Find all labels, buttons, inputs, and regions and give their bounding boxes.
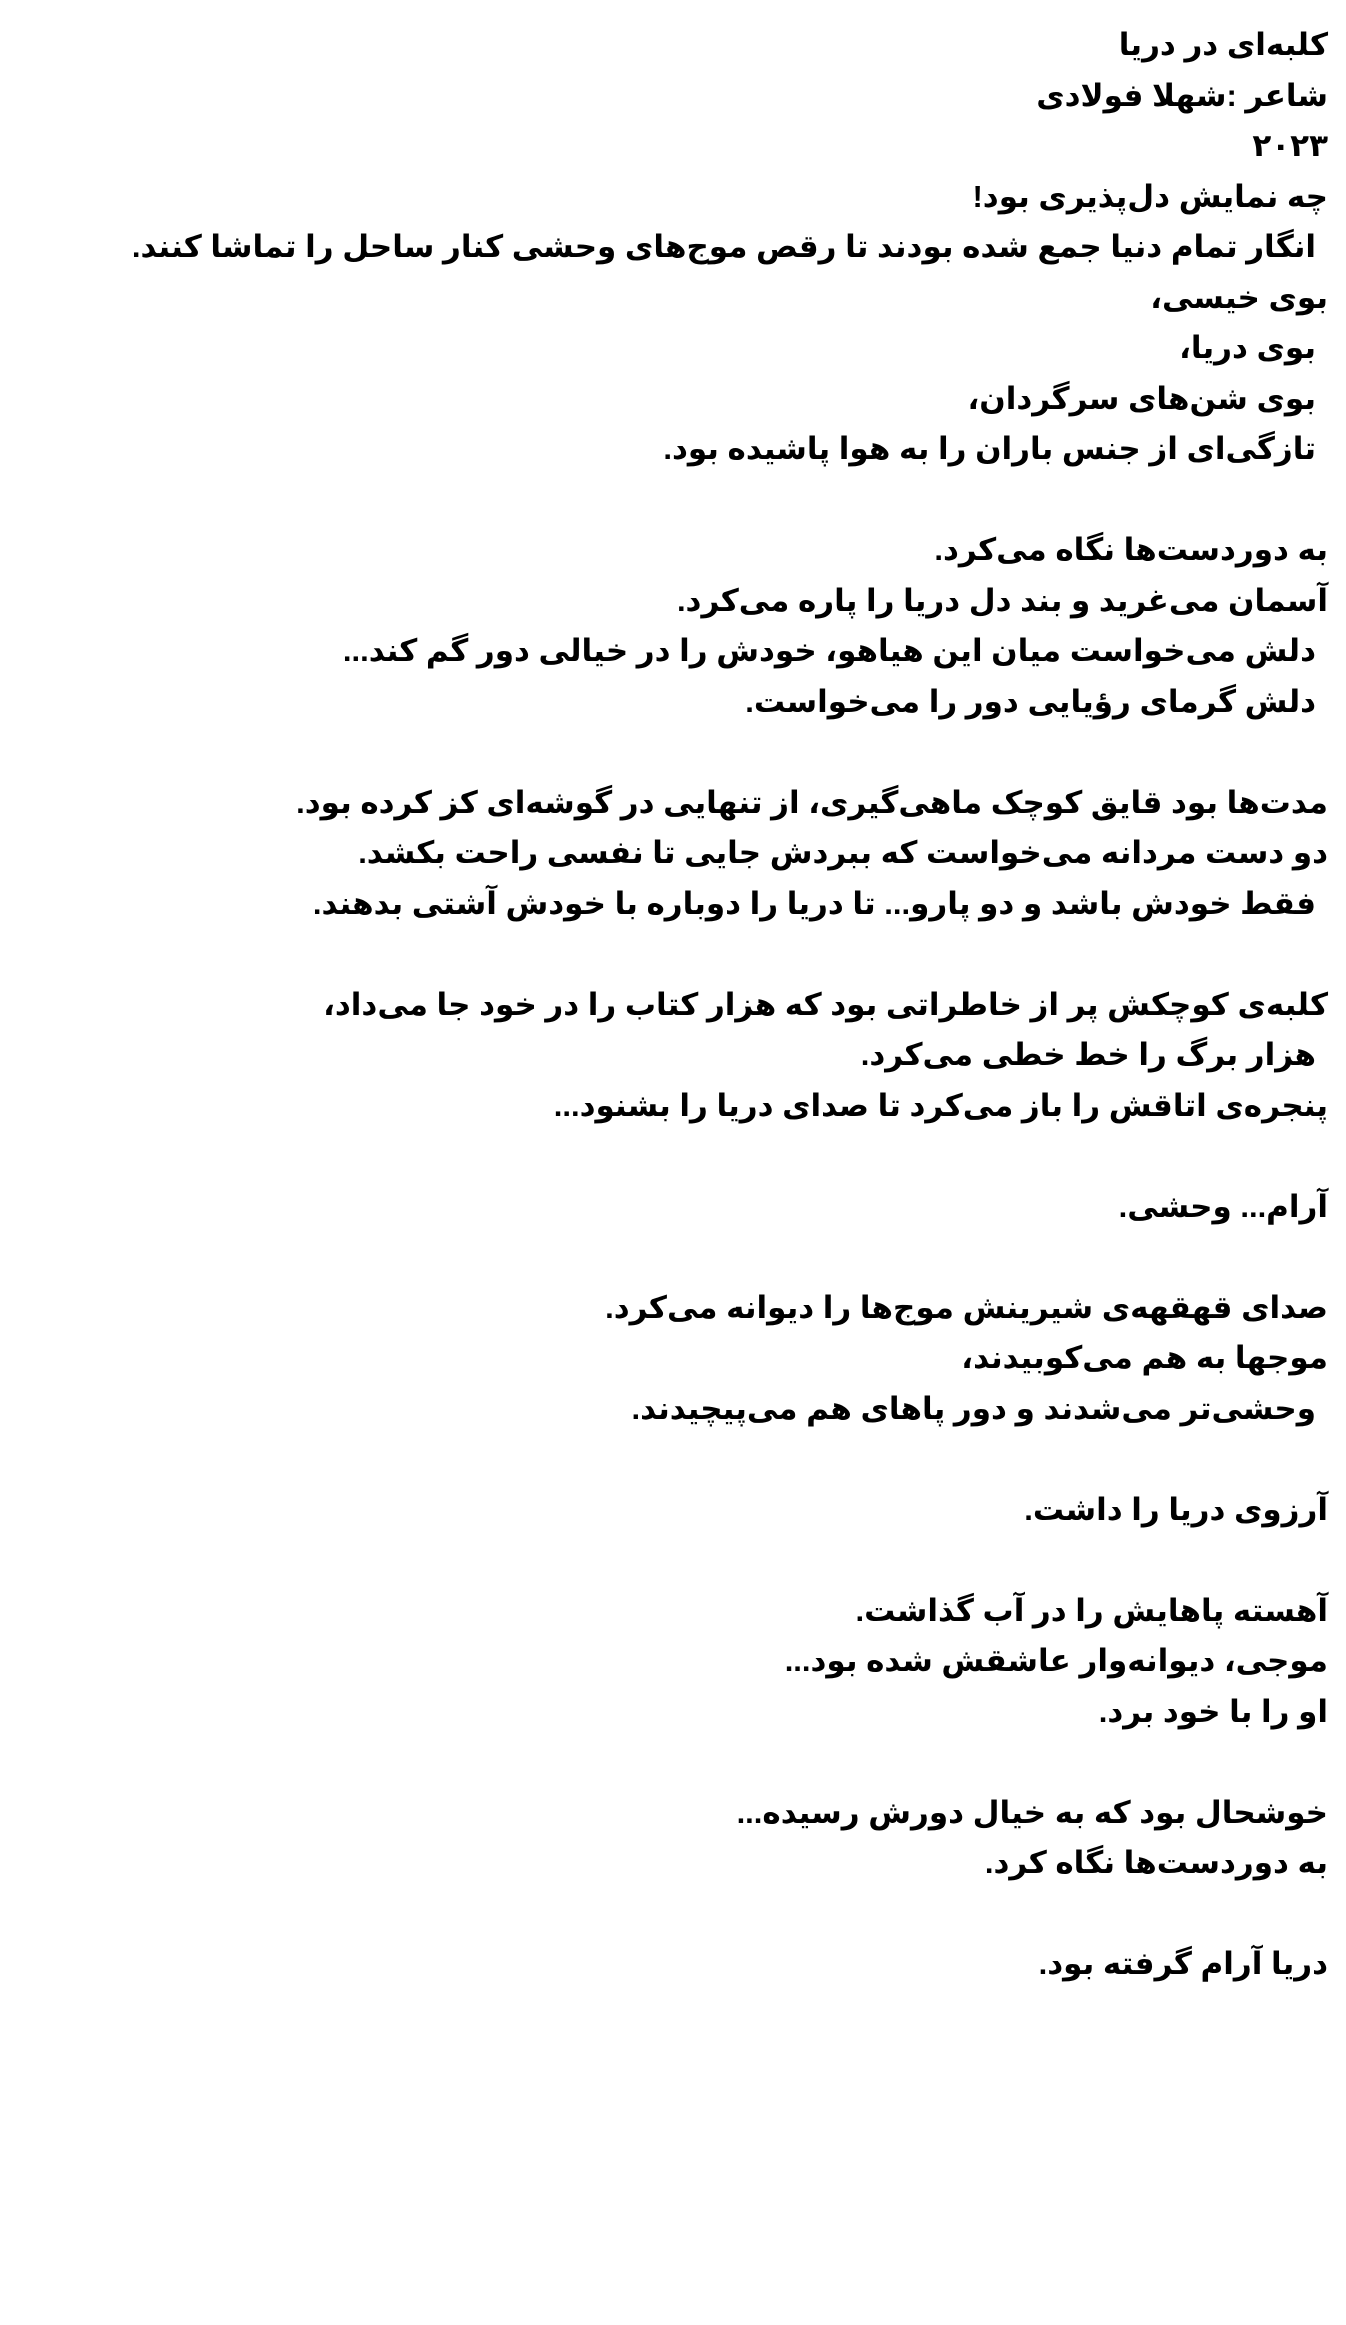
poem-line: دلش گرمای رؤیایی دور را می‌خواست.: [745, 683, 1316, 719]
poet-name: شاعر :شهلا فولادی: [1036, 77, 1328, 113]
poem-line: صدای قهقهه‌ی شیرینش موج‌ها را دیوانه می‌کرد.: [605, 1289, 1328, 1325]
poem-line: فقط خودش باشد و دو پارو... تا دریا را دوباره با خودش آشتی بدهند.: [312, 885, 1316, 921]
stanza-break: [0, 1889, 1328, 1940]
poem-line: به دوردست‌ها نگاه می‌کرد.: [934, 532, 1328, 567]
stanza-break: [0, 727, 1328, 778]
poem-line: خوشحال بود که به خیال دورش رسیده...: [736, 1794, 1328, 1830]
poem-line: کلبه‌ی کوچکش پر از خاطراتی بود که هزار کتاب را در خود جا می‌داد،: [323, 986, 1328, 1022]
poem-line: وحشی‌تر می‌شدند و دور پاهای هم می‌پیچیدند.: [631, 1390, 1316, 1426]
poem-line: موجی، دیوانه‌وار عاشقش شده بود...: [784, 1643, 1328, 1678]
poem-line: بوی خیسی،: [1150, 279, 1328, 315]
stanza-break: [0, 475, 1328, 526]
poem-line: هزار برگ را خط خطی می‌کرد.: [860, 1037, 1316, 1072]
poem-line: آرام... وحشی.: [1118, 1188, 1328, 1224]
poem-line: انگار تمام دنیا جمع شده بودند تا رقص موج‌های وحشی کنار ساحل را تماشا کنند.: [131, 229, 1316, 264]
poem-line: به دوردست‌ها نگاه کرد.: [984, 1845, 1328, 1880]
stanza-break: [0, 1535, 1328, 1586]
poem-line: دو دست مردانه می‌خواست که ببردش جایی تا نفسی راحت بکشد.: [358, 835, 1328, 870]
poem-line: دریا آرام گرفته بود.: [1038, 1946, 1328, 1981]
poem-title: کلبه‌ای در دریا: [1118, 27, 1328, 62]
poem-line: آرزوی دریا را داشت.: [1024, 1491, 1328, 1527]
poem-line: چه نمایش دل‌پذیری بود!: [972, 178, 1328, 214]
poem-line: آسمان می‌غرید و بند دل دریا را پاره می‌کرد.: [676, 582, 1328, 618]
poem-line: دلش می‌خواست میان این هیاهو، خودش را در خیالی دور گم کند...: [342, 633, 1316, 668]
poem-line: بوی دریا،: [1179, 330, 1316, 365]
stanza-break: [0, 929, 1328, 980]
poem-year: ۲۰۲۳: [1252, 128, 1328, 163]
stanza-break: [0, 1232, 1328, 1283]
poem-line: پنجره‌ی اتاقش را باز می‌کرد تا صدای دریا را بشنود...: [553, 1087, 1328, 1123]
poem-line: مدت‌ها بود قایق کوچک ماهی‌گیری، از تنهایی در گوشه‌ای کز کرده بود.: [296, 784, 1328, 820]
stanza-break: [0, 1131, 1328, 1182]
stanza-break: [0, 1434, 1328, 1485]
poem-line: تازگی‌ای از جنس باران را به هوا پاشیده بود.: [663, 431, 1316, 466]
poem-line: آهسته پاهایش را در آب گذاشت.: [855, 1592, 1328, 1628]
poem-line: بوی شن‌های سرگردان،: [967, 380, 1316, 416]
stanza-break: [0, 1737, 1328, 1788]
poem-line: او را با خود برد.: [1098, 1693, 1328, 1729]
poem-line: موجها به هم می‌کوبیدند،: [961, 1340, 1328, 1375]
poem-page: [0, 20, 1328, 1990]
